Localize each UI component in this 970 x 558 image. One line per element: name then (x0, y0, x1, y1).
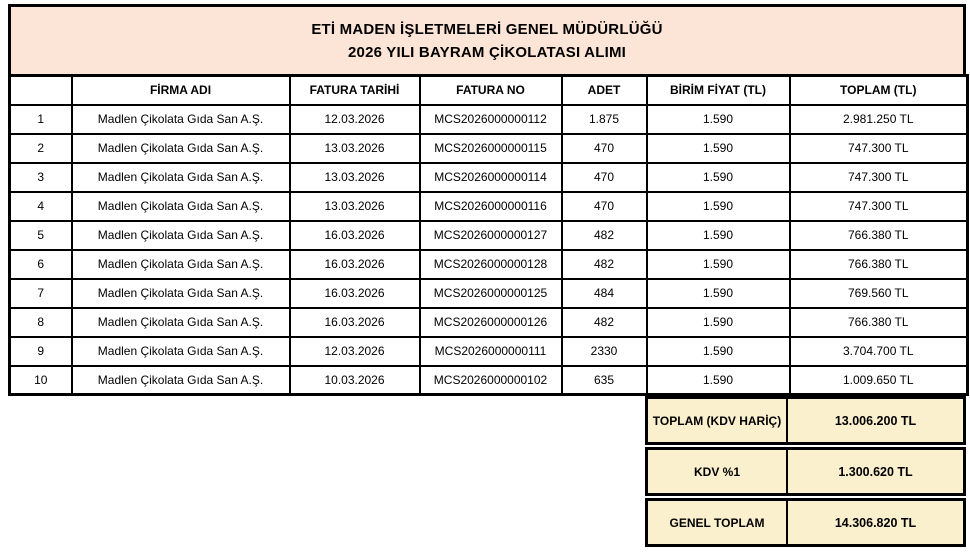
cell-fatura-no: MCS2026000000102 (420, 366, 562, 395)
cell-toplam: 766.380 TL (790, 250, 968, 279)
cell-fatura-no: MCS2026000000125 (420, 279, 562, 308)
cell-adet: 635 (562, 366, 647, 395)
cell-fatura-tarihi: 13.03.2026 (290, 134, 420, 163)
cell-adet: 470 (562, 134, 647, 163)
cell-fatura-tarihi: 16.03.2026 (290, 250, 420, 279)
table-row (10, 192, 968, 221)
cell-fatura-tarihi: 13.03.2026 (290, 192, 420, 221)
cell-adet: 482 (562, 221, 647, 250)
table-row (10, 250, 968, 279)
table-row (10, 221, 968, 250)
summary-value: 13.006.200 TL (834, 413, 917, 428)
document-title-box (8, 4, 966, 77)
summary-row (645, 498, 966, 547)
summary-row (645, 447, 966, 496)
cell-fatura-no: MCS2026000000111 (420, 337, 562, 366)
cell-firma-adi: Madlen Çikolata Gıda San A.Ş. (72, 163, 290, 192)
cell-fatura-tarihi: 12.03.2026 (290, 105, 420, 134)
cell-fatura-no: MCS2026000000116 (420, 192, 562, 221)
cell-row-number: 3 (10, 163, 72, 192)
cell-fatura-tarihi: 16.03.2026 (290, 308, 420, 337)
cell-fatura-tarihi: 12.03.2026 (290, 337, 420, 366)
cell-adet: 484 (562, 279, 647, 308)
column-header-num (10, 76, 72, 105)
cell-birim-fiyat: 1.590 (647, 192, 790, 221)
cell-row-number: 8 (10, 308, 72, 337)
cell-row-number: 5 (10, 221, 72, 250)
cell-fatura-no: MCS2026000000114 (420, 163, 562, 192)
cell-row-number: 9 (10, 337, 72, 366)
cell-birim-fiyat: 1.590 (647, 105, 790, 134)
cell-fatura-no: MCS2026000000128 (420, 250, 562, 279)
cell-firma-adi: Madlen Çikolata Gıda San A.Ş. (72, 337, 290, 366)
cell-firma-adi: Madlen Çikolata Gıda San A.Ş. (72, 250, 290, 279)
cell-adet: 2330 (562, 337, 647, 366)
totals-summary (8, 396, 966, 547)
cell-adet: 482 (562, 250, 647, 279)
cell-row-number: 2 (10, 134, 72, 163)
invoice-table (8, 74, 969, 396)
cell-fatura-no: MCS2026000000115 (420, 134, 562, 163)
column-header-adet: ADET (562, 76, 647, 105)
cell-fatura-no: MCS2026000000112 (420, 105, 562, 134)
cell-row-number: 1 (10, 105, 72, 134)
page-title-line2: 2026 YILI BAYRAM ÇİKOLATASI ALIMI (347, 44, 627, 61)
table-row (10, 366, 968, 395)
cell-fatura-tarihi: 10.03.2026 (290, 366, 420, 395)
summary-value: 1.300.620 TL (838, 464, 913, 479)
cell-row-number: 4 (10, 192, 72, 221)
cell-firma-adi: Madlen Çikolata Gıda San A.Ş. (72, 105, 290, 134)
cell-toplam: 769.560 TL (790, 279, 968, 308)
cell-fatura-tarihi: 16.03.2026 (290, 279, 420, 308)
cell-firma-adi: Madlen Çikolata Gıda San A.Ş. (72, 134, 290, 163)
cell-fatura-no: MCS2026000000126 (420, 308, 562, 337)
cell-toplam: 1.009.650 TL (790, 366, 968, 395)
cell-birim-fiyat: 1.590 (647, 366, 790, 395)
cell-row-number: 10 (10, 366, 72, 395)
table-row (10, 163, 968, 192)
cell-firma-adi: Madlen Çikolata Gıda San A.Ş. (72, 279, 290, 308)
cell-toplam: 747.300 TL (790, 134, 968, 163)
column-header-fatura-no: FATURA NO (420, 76, 562, 105)
cell-adet: 470 (562, 192, 647, 221)
cell-firma-adi: Madlen Çikolata Gıda San A.Ş. (72, 366, 290, 395)
cell-toplam: 766.380 TL (790, 221, 968, 250)
cell-birim-fiyat: 1.590 (647, 134, 790, 163)
cell-firma-adi: Madlen Çikolata Gıda San A.Ş. (72, 192, 290, 221)
cell-adet: 482 (562, 308, 647, 337)
cell-birim-fiyat: 1.590 (647, 279, 790, 308)
cell-toplam: 766.380 TL (790, 308, 968, 337)
cell-birim-fiyat: 1.590 (647, 308, 790, 337)
summary-value: 14.306.820 TL (834, 515, 917, 530)
cell-birim-fiyat: 1.590 (647, 250, 790, 279)
cell-row-number: 7 (10, 279, 72, 308)
cell-fatura-tarihi: 16.03.2026 (290, 221, 420, 250)
table-row (10, 105, 968, 134)
cell-adet: 1.875 (562, 105, 647, 134)
table-row (10, 337, 968, 366)
table-row (10, 134, 968, 163)
column-header-tarih: FATURA TARİHİ (290, 76, 420, 105)
cell-row-number: 6 (10, 250, 72, 279)
cell-toplam: 747.300 TL (790, 192, 968, 221)
table-header-row (10, 76, 968, 105)
cell-toplam: 2.981.250 TL (790, 105, 968, 134)
column-header-firma: FİRMA ADI (72, 76, 290, 105)
summary-label: TOPLAM (KDV HARİÇ) (648, 399, 788, 442)
cell-birim-fiyat: 1.590 (647, 163, 790, 192)
table-row (10, 308, 968, 337)
summary-label: GENEL TOPLAM (648, 501, 788, 544)
cell-firma-adi: Madlen Çikolata Gıda San A.Ş. (72, 308, 290, 337)
summary-label: KDV %1 (648, 450, 788, 493)
cell-birim-fiyat: 1.590 (647, 221, 790, 250)
cell-firma-adi: Madlen Çikolata Gıda San A.Ş. (72, 221, 290, 250)
page-title-line1: ETİ MADEN İŞLETMELERİ GENEL MÜDÜRLÜĞÜ (311, 21, 663, 38)
column-header-toplam: TOPLAM (TL) (790, 76, 968, 105)
cell-toplam: 3.704.700 TL (790, 337, 968, 366)
cell-fatura-no: MCS2026000000127 (420, 221, 562, 250)
summary-row (645, 396, 966, 445)
cell-fatura-tarihi: 13.03.2026 (290, 163, 420, 192)
cell-toplam: 747.300 TL (790, 163, 968, 192)
cell-birim-fiyat: 1.590 (647, 337, 790, 366)
column-header-birim-fiyat: BİRİM FİYAT (TL) (647, 76, 790, 105)
cell-adet: 470 (562, 163, 647, 192)
invoice-table-body (10, 105, 968, 395)
table-row (10, 279, 968, 308)
